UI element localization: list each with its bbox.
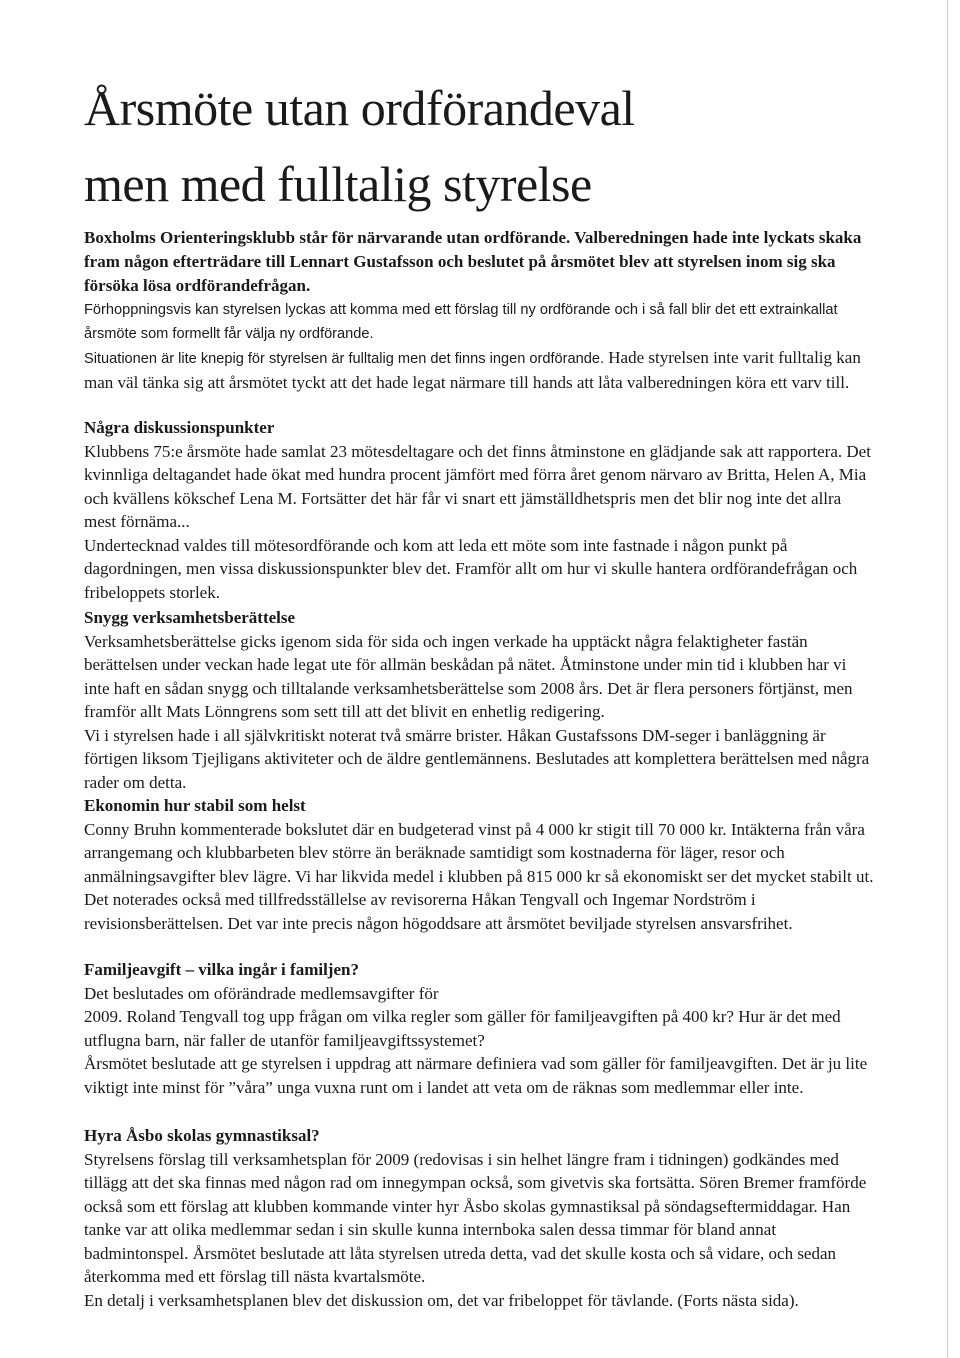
- familj-paragraph-1b: 2009. Roland Tengvall tog upp frågan om vilka regler som gäller för familjeavgiften på 400 kr? Hur är det med utflugna barn, när faller de utanför familjeavgiftssystemet?: [84, 1007, 841, 1050]
- lead-paragraph: Boxholms Orienteringsklubb står för närvarande utan ordförande. Valberedningen hade inte lyckats skaka fram någon efterträdare till Lennart Gustafsson och beslutet på årsmötet blev att styrelsen inom sig ska försöka lösa ordförandefrågan.: [84, 228, 862, 295]
- scan-edge-line: [947, 0, 948, 1358]
- asbo-paragraph-1: Styrelsens förslag till verksamhetsplan för 2009 (redovisas i sin helhet längre fram i tidningen) godkändes med tillägg att det ska finnas med någon rad om innegympan också, som givetvis ska fortsätta. Sören Bremer framförde också som ett förslag att klubben kommande vinter hyr Åsbo skolas gymnastiksal på söndagseftermiddagar. Han tanke var att olika medlemmar sedan i sin skulle kunna internboka salen dessa timmar för bland annat badmintonspel. Årsmötet beslutade att låta styrelsen utreda detta, vad det skulle kosta och så vidare, och sedan återkomma med ett förslag till nästa kvartalsmöte.: [84, 1149, 867, 1286]
- intro-paragraph-2: Situationen är lite knepig för styrelsen är fulltalig men det finns ingen ordförande.: [84, 351, 605, 367]
- section-ekonomi: [84, 794, 874, 935]
- familj-paragraph-1a: Det beslutades om oförändrade medlemsavgifter för: [84, 983, 439, 1003]
- title-line-2: men med fulltalig styrelse: [84, 156, 592, 212]
- heading-asbo: Hyra Åsbo skolas gymnastiksal?: [84, 1126, 320, 1145]
- intro-block: [84, 298, 874, 395]
- heading-familj: Familjeavgift – vilka ingår i familjen?: [84, 960, 359, 979]
- section-diskussion: [84, 416, 874, 604]
- section-asbo: [84, 1124, 874, 1312]
- diskussion-paragraph-2: Undertecknad valdes till mötesordförande och kom att leda ett möte som inte fastnade i någon punkt på dagordningen, men vissa diskussionspunkter blev det. Framför allt om hur vi skulle hantera ordförandefrågan och fribeloppets storlek.: [84, 535, 858, 602]
- paragraph-hade: Hade styrelsen inte varit fulltalig kan man väl tänka sig att årsmötet tyckt att det hade legat närmare till hands att låta valberedningen köra ett varv till.: [84, 348, 861, 392]
- section-familj: [84, 958, 874, 1099]
- heading-ekonomi: Ekonomin hur stabil som helst: [84, 796, 306, 815]
- title-line-1: Årsmöte utan ordförandeval: [84, 80, 635, 136]
- familj-paragraph-2: Årsmötet beslutade att ge styrelsen i uppdrag att närmare definiera vad som gäller för familjeavgiften. Det är ju lite viktigt inte minst för ”våra” unga vuxna runt om i landet att veta om de räknas som medlemmar eller inte.: [84, 1054, 868, 1097]
- ekonomi-paragraph-2: Det noterades också med tillfredsställelse av revisorerna Håkan Tengvall och Ingemar Nordström i revisionsberättelsen. Det var inte precis någon högoddsare att årsmötet beviljade styrelsen ansvarsfrihet.: [84, 890, 793, 933]
- intro-paragraph-1: Förhoppningsvis kan styrelsen lyckas att komma med ett förslag till ny ordförande och i så fall blir det ett extrainkallat årsmöte som formellt får välja ny ordförande.: [84, 302, 838, 342]
- diskussion-paragraph-1: Klubbens 75:e årsmöte hade samlat 23 mötesdeltagare och det finns åtminstone en glädjande sak att rapportera. Det kvinnliga deltagandet hade ökat med hundra procent jämfört med förra året genom närvaro av Britta, Helen A, Mia och kvällens kökschef Lena M. Fortsätter det här får vi snart ett jämställdhetspris men det blir nog inte det allra mest förnäma...: [84, 441, 871, 531]
- section-verksamhet: [84, 606, 874, 794]
- heading-diskussion: Några diskussionspunkter: [84, 418, 275, 437]
- article-title: [84, 70, 864, 222]
- heading-verksamhet: Snygg verksamhetsberättelse: [84, 608, 296, 627]
- ekonomi-paragraph-1: Conny Bruhn kommenterade bokslutet där en budgeterad vinst på 4 000 kr stigit till 70 000 kr. Intäkterna från våra arrangemang och klubbarbeten blev större än beräknade samtidigt som kostnaderna för läger, resor och anmälningsavgifter blev lägre. Vi har likvida medel i klubben på 815 000 kr så ekonomiskt ser det mycket stabilt ut.: [84, 819, 874, 886]
- verksamhet-paragraph-1: Verksamhetsberättelse gicks igenom sida för sida och ingen verkade ha upptäckt några felaktigheter fastän berättelsen under veckan hade legat ute för allmän beskådan på nätet. Åtminstone under min tid i klubben har vi inte haft en sådan snygg och tilltalande verksamhetsberättelse som 2008 års. Det är flera personers förtjänst, men framför allt Mats Lönngrens som sett till att det blivit en enhetlig redigering.: [84, 631, 853, 721]
- verksamhet-paragraph-2: Vi i styrelsen hade i all självkritiskt noterat två smärre brister. Håkan Gustafssons DM-seger i banläggning är förtigen liksom Tjejligans aktiviteter och de äldre gentlemännens. Beslutades att komplettera berättelsen med några rader om detta.: [84, 725, 870, 792]
- asbo-paragraph-2: En detalj i verksamhetsplanen blev det diskussion om, det var fribeloppet för tävlande. (Forts nästa sida).: [84, 1290, 799, 1310]
